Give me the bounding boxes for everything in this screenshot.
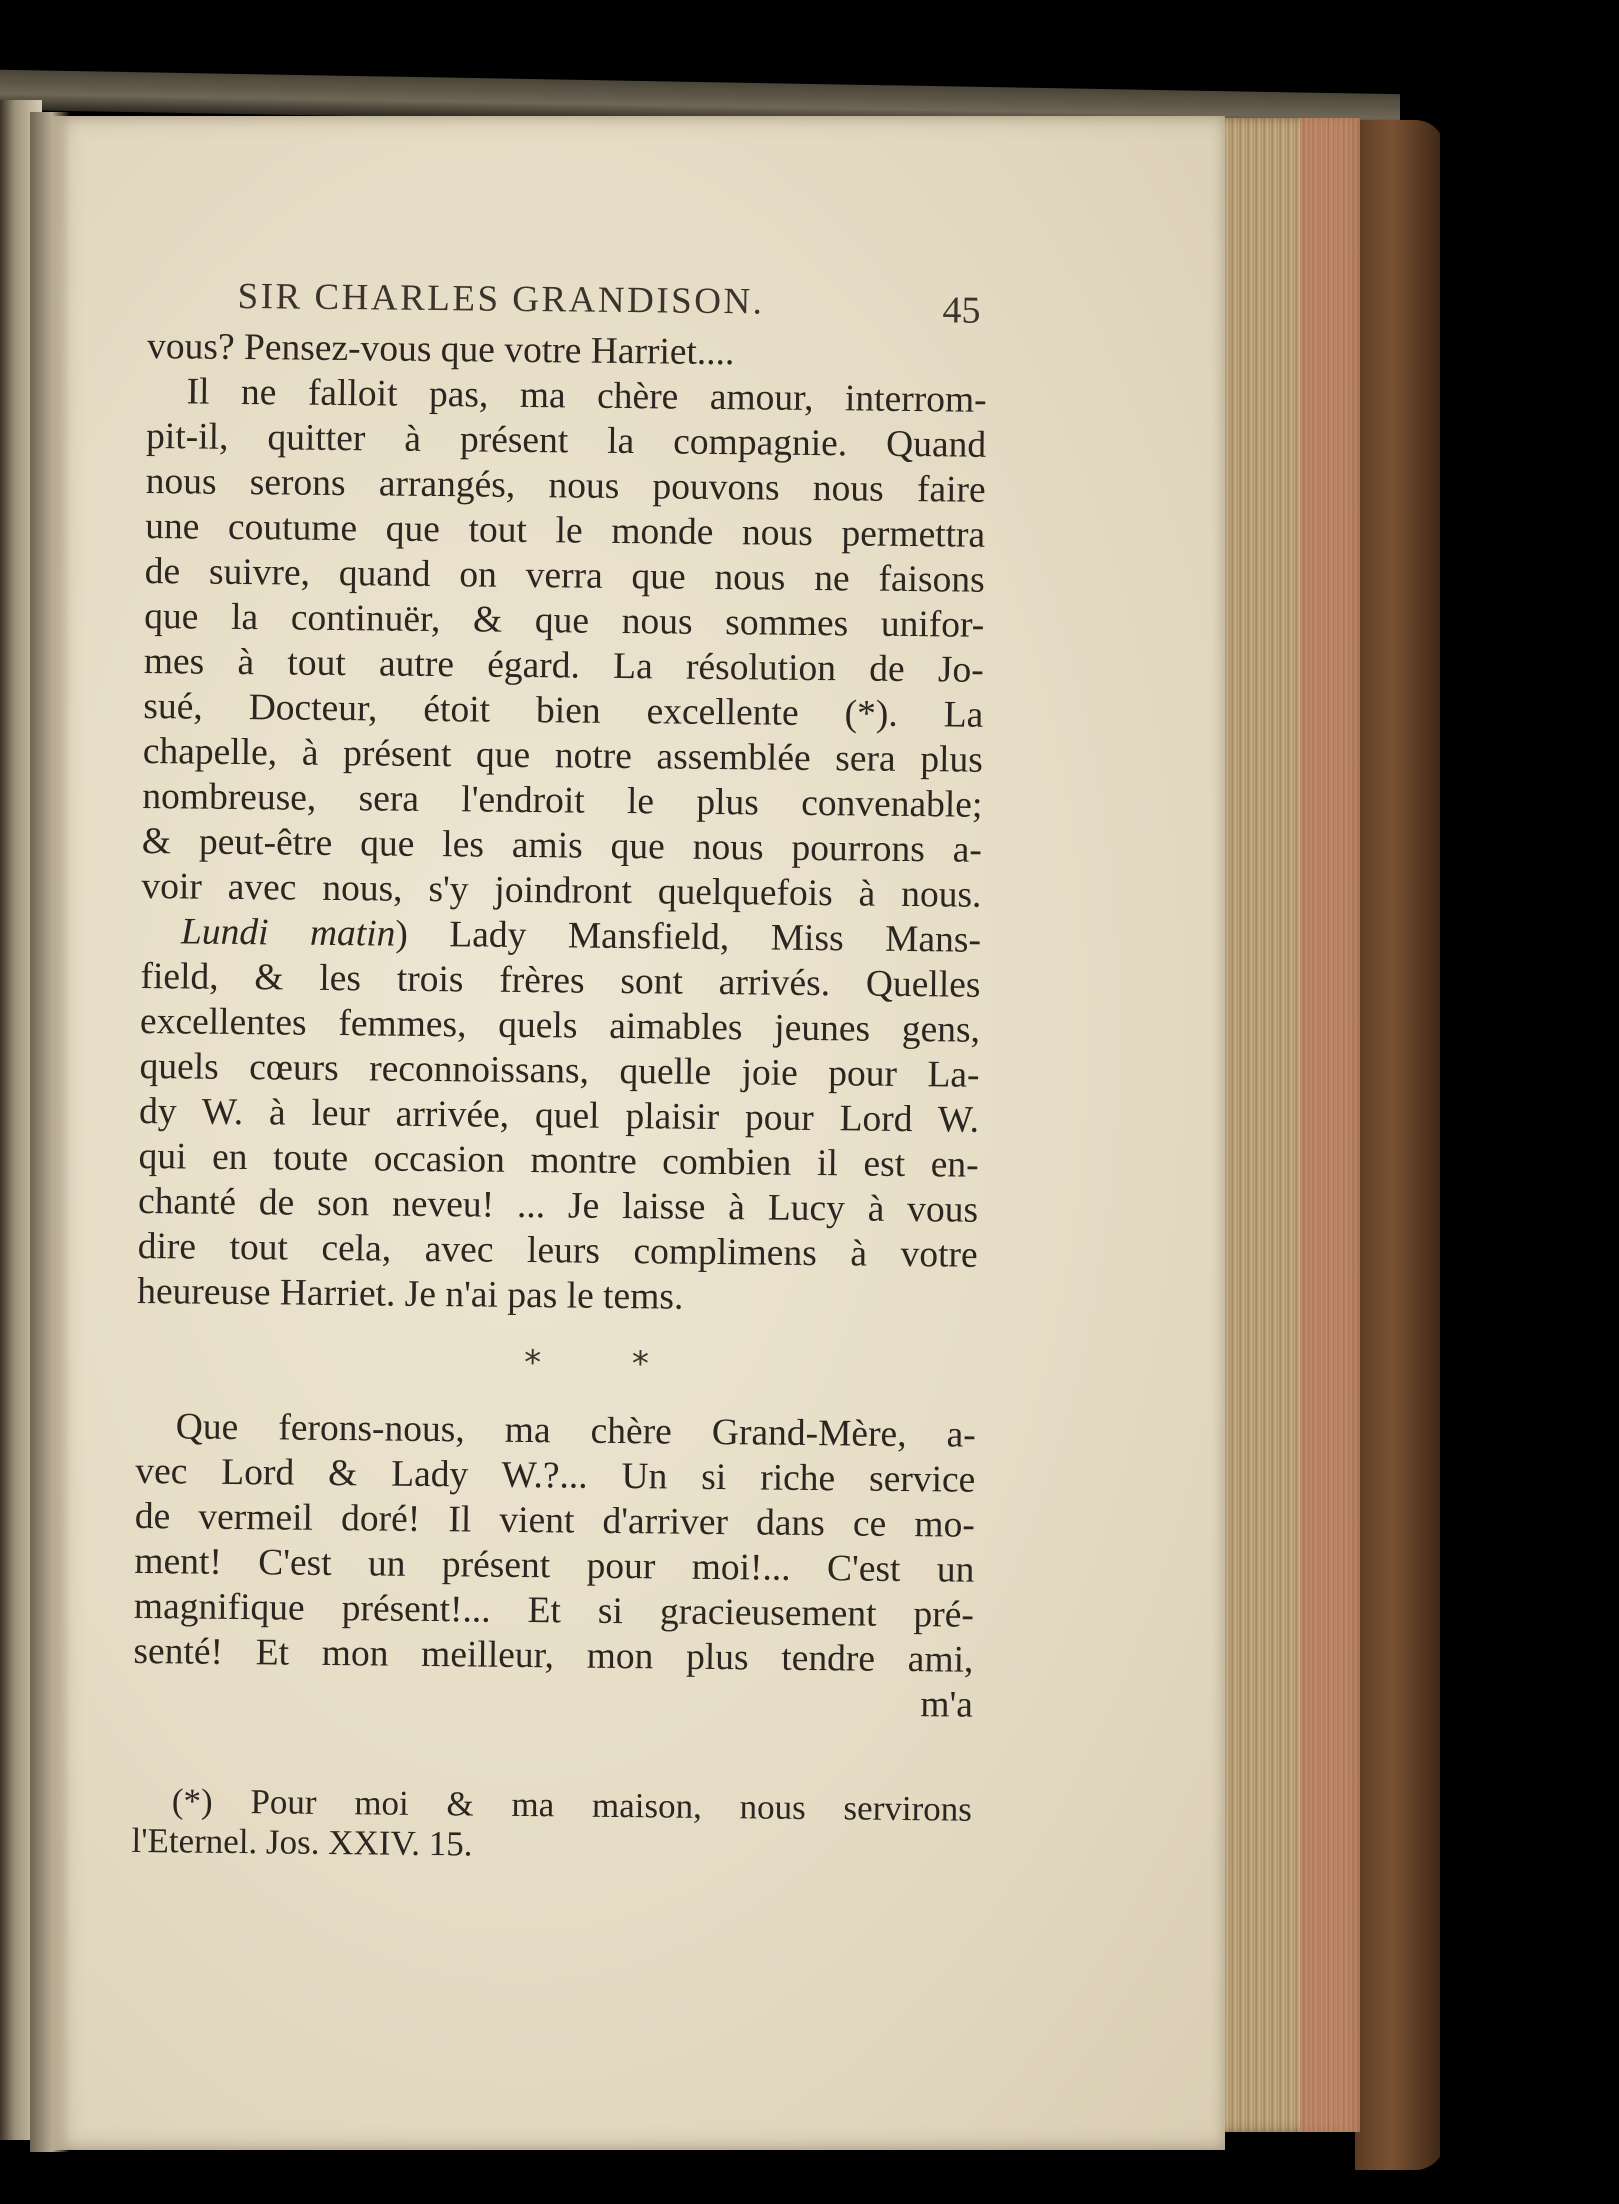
- text-line: nombreuse, sera l'endroit le plus convenable;: [142, 775, 983, 826]
- running-title: SIR CHARLES GRANDISON.: [237, 275, 765, 323]
- text-line: pit-il, quitter à présent la compagnie. Quand: [145, 415, 987, 466]
- page-number: 45: [942, 289, 981, 332]
- text-line: magnifique présent!... Et si gracieusement pré-: [133, 1585, 975, 1636]
- footnote-line: (*) Pour moi & ma maison, nous servirons: [171, 1781, 973, 1829]
- paragraph-lundi: [137, 909, 981, 1323]
- background-shadow: [1440, 0, 1619, 2204]
- footnote: [131, 1781, 972, 1870]
- text-line: qui en toute occasion montre combien il est en-: [138, 1135, 979, 1186]
- text-line: que la continuër, & que nous sommes unifor-: [144, 595, 985, 646]
- text-line: chapelle, à présent que notre assemblée sera plus: [142, 730, 984, 781]
- page-fore-edge-red: [1300, 118, 1360, 2132]
- text-line: heureuse Harriet. Je n'ai pas le tems.: [137, 1270, 684, 1318]
- text-line: mes à tout autre égard. La résolution de Jo-: [143, 640, 984, 691]
- text-line: & peut-être que les amis que nous pourrons a-: [141, 820, 983, 871]
- text-line: voir avec nous, s'y joindront quelquefois à nous.: [141, 865, 982, 916]
- text-line: excellentes femmes, quels aimables jeunes gens,: [139, 1000, 981, 1051]
- text-line: ment! C'est un présent pour moi!... C'est un: [134, 1540, 975, 1591]
- text-line: dy W. à leur arrivée, quel plaisir pour Lord W.: [138, 1090, 980, 1141]
- italic-date: Lundi matin: [180, 911, 396, 955]
- leather-cover: [1355, 120, 1445, 2170]
- section-separator: * *: [523, 1342, 690, 1385]
- text-line: nous serons arrangés, nous pouvons nous faire: [145, 460, 986, 511]
- text-line: vous? Pensez-vous que votre Harriet....: [146, 325, 735, 374]
- text-line: une coutume que tout le monde nous permettra: [145, 505, 986, 556]
- running-head: [147, 262, 988, 333]
- text-line: vec Lord & Lady W.?... Un si riche service: [135, 1450, 976, 1501]
- footnote-line: l'Eternel. Jos. XXIV. 15.: [131, 1820, 473, 1864]
- paragraph-1: [141, 324, 987, 918]
- text-line: chanté de son neveu! ... Je laisse à Lucy à vous: [137, 1180, 979, 1231]
- text-line: quels cœurs reconnoissans, quelle joie pour La-: [139, 1045, 980, 1096]
- footnote-gap: [132, 1719, 973, 1790]
- text-line: Que ferons-nous, ma chère Grand-Mère, a-: [175, 1406, 976, 1456]
- text-run: ) Lady Mansfield, Miss Mans-: [395, 913, 982, 961]
- text-line: senté! Et mon meilleur, mon plus tendre ami,: [133, 1630, 974, 1681]
- page-text: [131, 262, 988, 1870]
- text-line: field, & les trois frères sont arrivés. Quelles: [140, 955, 981, 1006]
- page-gutter: [30, 112, 70, 2152]
- text-line: Il ne falloit pas, ma chère amour, interrom-: [186, 371, 987, 421]
- text-line: de vermeil doré! Il vient d'arriver dans ce mo-: [134, 1495, 976, 1546]
- text-line: dire tout cela, avec leurs complimens à votre: [137, 1225, 978, 1276]
- text-line: sué, Docteur, étoit bien excellente (*). La: [143, 685, 984, 736]
- paragraph-2: [133, 1404, 976, 1728]
- catchword: m'a: [920, 1684, 974, 1726]
- text-line: de suivre, quand on verra que nous ne faisons: [144, 550, 985, 601]
